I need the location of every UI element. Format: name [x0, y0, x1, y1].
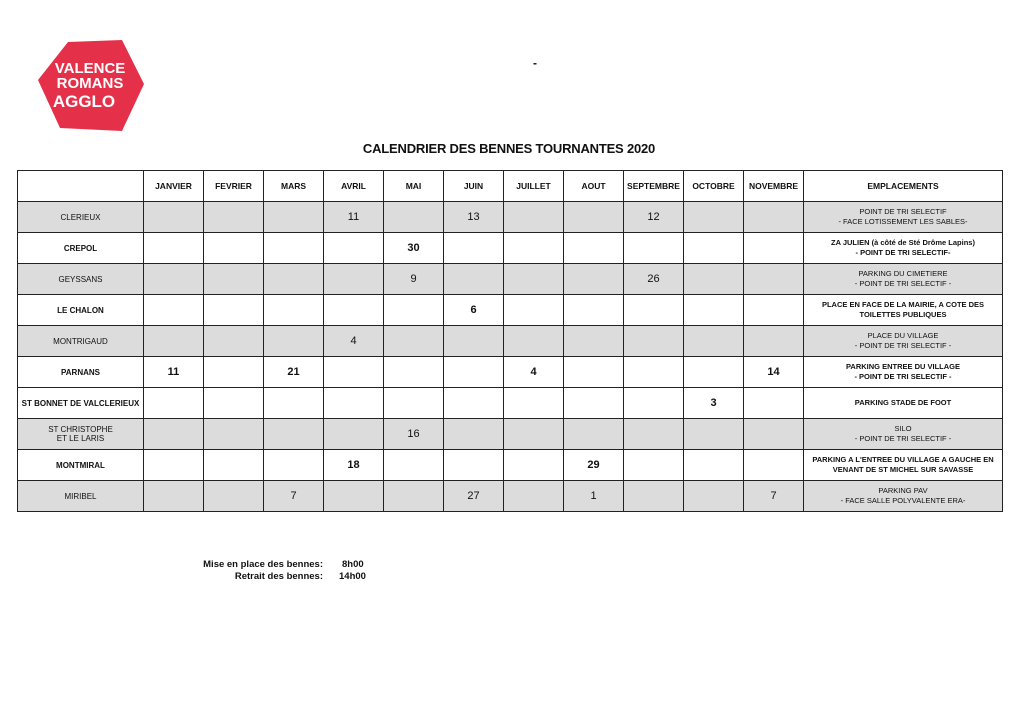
date-cell	[744, 202, 804, 233]
town-name-cell	[18, 264, 144, 295]
date-cell: 4	[324, 326, 384, 357]
removal-label: Retrait des bennes:	[234, 571, 323, 582]
date-cell	[324, 419, 384, 450]
date-cell	[564, 233, 624, 264]
location-cell	[804, 419, 1003, 450]
date-cell	[744, 419, 804, 450]
date-cell	[204, 357, 264, 388]
date-cell	[144, 295, 204, 326]
date-cell	[444, 388, 504, 419]
date-cell: 4	[504, 357, 564, 388]
date-cell: 1	[564, 481, 624, 512]
date-cell	[624, 357, 684, 388]
date-cell	[204, 450, 264, 481]
date-cell	[144, 481, 204, 512]
date-cell	[264, 233, 324, 264]
town-name: CLERIEUX	[60, 212, 101, 222]
date-cell	[324, 233, 384, 264]
logo-line-1: VALENCE	[54, 60, 126, 77]
date-cell	[564, 264, 624, 295]
date-cell	[744, 264, 804, 295]
date-cell	[204, 264, 264, 295]
table-row	[18, 419, 1003, 450]
date-cell	[384, 295, 444, 326]
date-cell: 11	[324, 202, 384, 233]
location-cell	[804, 388, 1003, 419]
location-line: ZA JULIEN (à côté de Sté Drôme Lapins)	[831, 238, 975, 247]
date-cell	[504, 419, 564, 450]
location-line: - FACE LOTISSEMENT LES SABLES-	[838, 217, 968, 226]
town-name-cell	[18, 388, 144, 419]
column-header: AVRIL	[324, 171, 384, 202]
date-cell	[504, 326, 564, 357]
date-cell	[504, 388, 564, 419]
town-name: GEYSSANS	[58, 274, 103, 284]
date-cell	[204, 233, 264, 264]
date-cell: 16	[384, 419, 444, 450]
date-cell	[504, 264, 564, 295]
date-cell	[684, 295, 744, 326]
location-line: PARKING PAV	[878, 486, 928, 495]
date-cell	[444, 419, 504, 450]
date-cell	[324, 264, 384, 295]
date-cell: 7	[264, 481, 324, 512]
date-cell: 18	[324, 450, 384, 481]
logo-line-3: AGGLO	[52, 92, 116, 111]
date-cell	[264, 202, 324, 233]
location-cell	[804, 357, 1003, 388]
column-header: AOUT	[564, 171, 624, 202]
date-cell	[144, 388, 204, 419]
date-cell	[744, 233, 804, 264]
table-row	[18, 264, 1003, 295]
date-cell	[324, 388, 384, 419]
location-line: - POINT DE TRI SELECTIF-	[855, 248, 951, 257]
date-cell: 27	[444, 481, 504, 512]
date-cell: 26	[624, 264, 684, 295]
column-header: SEPTEMBRE	[624, 171, 684, 202]
location-line: PARKING DU CIMETIERE	[858, 269, 948, 278]
date-cell	[564, 295, 624, 326]
date-cell	[204, 419, 264, 450]
date-cell: 9	[384, 264, 444, 295]
column-header: MARS	[264, 171, 324, 202]
date-cell	[384, 202, 444, 233]
location-line: VENANT DE ST MICHEL SUR SAVASSE	[832, 465, 974, 474]
town-name-cell	[18, 419, 144, 450]
date-cell	[684, 202, 744, 233]
town-name: CREPOL	[63, 243, 98, 253]
date-cell: 7	[744, 481, 804, 512]
town-name-cell	[18, 202, 144, 233]
date-cell	[684, 326, 744, 357]
location-cell	[804, 264, 1003, 295]
date-cell	[144, 419, 204, 450]
date-cell	[444, 264, 504, 295]
table-row	[18, 481, 1003, 512]
date-cell: 12	[624, 202, 684, 233]
date-cell	[744, 295, 804, 326]
location-line: - POINT DE TRI SELECTIF -	[854, 372, 952, 381]
location-cell	[804, 326, 1003, 357]
date-cell	[384, 481, 444, 512]
date-cell	[684, 481, 744, 512]
table-row	[18, 326, 1003, 357]
location-line: - FACE SALLE POLYVALENTE ERA-	[840, 496, 966, 505]
date-cell: 3	[684, 388, 744, 419]
location-line: PARKING ENTREE DU VILLAGE	[845, 362, 961, 371]
logo-line-2: ROMANS	[56, 75, 124, 92]
date-cell	[504, 233, 564, 264]
date-cell	[504, 295, 564, 326]
date-cell: 14	[744, 357, 804, 388]
date-cell	[444, 450, 504, 481]
date-cell	[624, 481, 684, 512]
town-name: LE CHALON	[57, 305, 104, 315]
column-header: NOVEMBRE	[744, 171, 804, 202]
location-line: PLACE EN FACE DE LA MAIRIE, A COTE DES	[821, 300, 985, 309]
date-cell: 6	[444, 295, 504, 326]
header-blank-cell	[18, 171, 144, 202]
location-line: PLACE DU VILLAGE	[867, 331, 939, 340]
date-cell	[744, 450, 804, 481]
town-name: PARNANS	[61, 367, 100, 377]
date-cell: 29	[564, 450, 624, 481]
town-name-cell	[18, 326, 144, 357]
date-cell	[264, 450, 324, 481]
date-cell	[504, 481, 564, 512]
location-cell	[804, 202, 1003, 233]
date-cell	[204, 295, 264, 326]
date-cell	[204, 388, 264, 419]
town-name: MONTRIGAUD	[53, 336, 108, 346]
location-line: SILO	[894, 424, 912, 433]
date-cell	[564, 388, 624, 419]
town-name: MONTMIRAL	[56, 460, 105, 470]
setup-time: 8h00	[342, 559, 364, 570]
column-header: JANVIER	[144, 171, 204, 202]
table-row	[18, 202, 1003, 233]
column-header: JUILLET	[504, 171, 564, 202]
location-line: - POINT DE TRI SELECTIF -	[854, 341, 952, 350]
date-cell	[684, 419, 744, 450]
date-cell	[504, 450, 564, 481]
date-cell	[264, 326, 324, 357]
town-name-cell	[18, 481, 144, 512]
date-cell	[144, 202, 204, 233]
date-cell	[264, 264, 324, 295]
table-header-row	[18, 171, 1003, 202]
date-cell	[144, 326, 204, 357]
location-cell	[804, 450, 1003, 481]
table-row	[18, 233, 1003, 264]
table-row	[18, 450, 1003, 481]
date-cell	[264, 419, 324, 450]
date-cell	[624, 388, 684, 419]
date-cell: 11	[144, 357, 204, 388]
table-row	[18, 388, 1003, 419]
setup-label: Mise en place des bennes:	[203, 559, 323, 570]
date-cell	[264, 388, 324, 419]
date-cell	[624, 419, 684, 450]
table-row	[18, 295, 1003, 326]
date-cell	[384, 388, 444, 419]
date-cell	[624, 326, 684, 357]
date-cell	[744, 326, 804, 357]
town-name-cell	[18, 295, 144, 326]
column-header: FEVRIER	[204, 171, 264, 202]
location-line: TOILETTES PUBLIQUES	[859, 310, 947, 319]
location-cell	[804, 295, 1003, 326]
date-cell	[744, 388, 804, 419]
town-name: ST BONNET DE VALCLERIEUX	[21, 398, 140, 408]
table-row	[18, 357, 1003, 388]
location-line: - POINT DE TRI SELECTIF -	[854, 279, 952, 288]
date-cell	[384, 357, 444, 388]
location-line: - POINT DE TRI SELECTIF -	[854, 434, 952, 443]
town-name: ST CHRISTOPHE	[48, 425, 113, 434]
date-cell	[444, 233, 504, 264]
date-cell	[444, 357, 504, 388]
date-cell	[564, 326, 624, 357]
date-cell	[204, 326, 264, 357]
date-cell: 13	[444, 202, 504, 233]
date-cell	[264, 295, 324, 326]
town-name: MIRIBEL	[64, 491, 97, 501]
date-cell: 30	[384, 233, 444, 264]
location-line: POINT DE TRI SELECTIF	[859, 207, 947, 216]
date-cell	[444, 326, 504, 357]
date-cell	[624, 450, 684, 481]
page-title: CALENDRIER DES BENNES TOURNANTES 2020	[362, 141, 656, 156]
date-cell	[624, 295, 684, 326]
column-header: MAI	[384, 171, 444, 202]
location-cell	[804, 233, 1003, 264]
date-cell	[384, 450, 444, 481]
column-header: EMPLACEMENTS	[804, 171, 1003, 202]
date-cell	[624, 233, 684, 264]
date-cell	[504, 202, 564, 233]
town-name-cell	[18, 357, 144, 388]
date-cell: 21	[264, 357, 324, 388]
date-cell	[384, 326, 444, 357]
location-line: PARKING STADE DE FOOT	[854, 398, 952, 407]
bennes-calendar-table	[17, 170, 1003, 512]
location-cell	[804, 481, 1003, 512]
date-cell	[564, 419, 624, 450]
date-cell	[144, 233, 204, 264]
date-cell	[564, 357, 624, 388]
date-cell	[684, 450, 744, 481]
valence-romans-agglo-logo	[38, 38, 144, 133]
column-header: OCTOBRE	[684, 171, 744, 202]
location-line: PARKING A L'ENTREE DU VILLAGE A GAUCHE EN	[812, 455, 994, 464]
date-cell	[144, 264, 204, 295]
column-header: JUIN	[444, 171, 504, 202]
date-cell	[144, 450, 204, 481]
date-cell	[204, 481, 264, 512]
date-cell	[684, 357, 744, 388]
date-cell	[564, 202, 624, 233]
date-cell	[204, 202, 264, 233]
header-dash: -	[533, 56, 537, 70]
date-cell	[324, 357, 384, 388]
town-name: ET LE LARIS	[56, 434, 105, 443]
date-cell	[684, 233, 744, 264]
date-cell	[684, 264, 744, 295]
town-name-cell	[18, 233, 144, 264]
town-name-cell	[18, 450, 144, 481]
removal-time: 14h00	[339, 571, 366, 582]
date-cell	[324, 481, 384, 512]
date-cell	[324, 295, 384, 326]
